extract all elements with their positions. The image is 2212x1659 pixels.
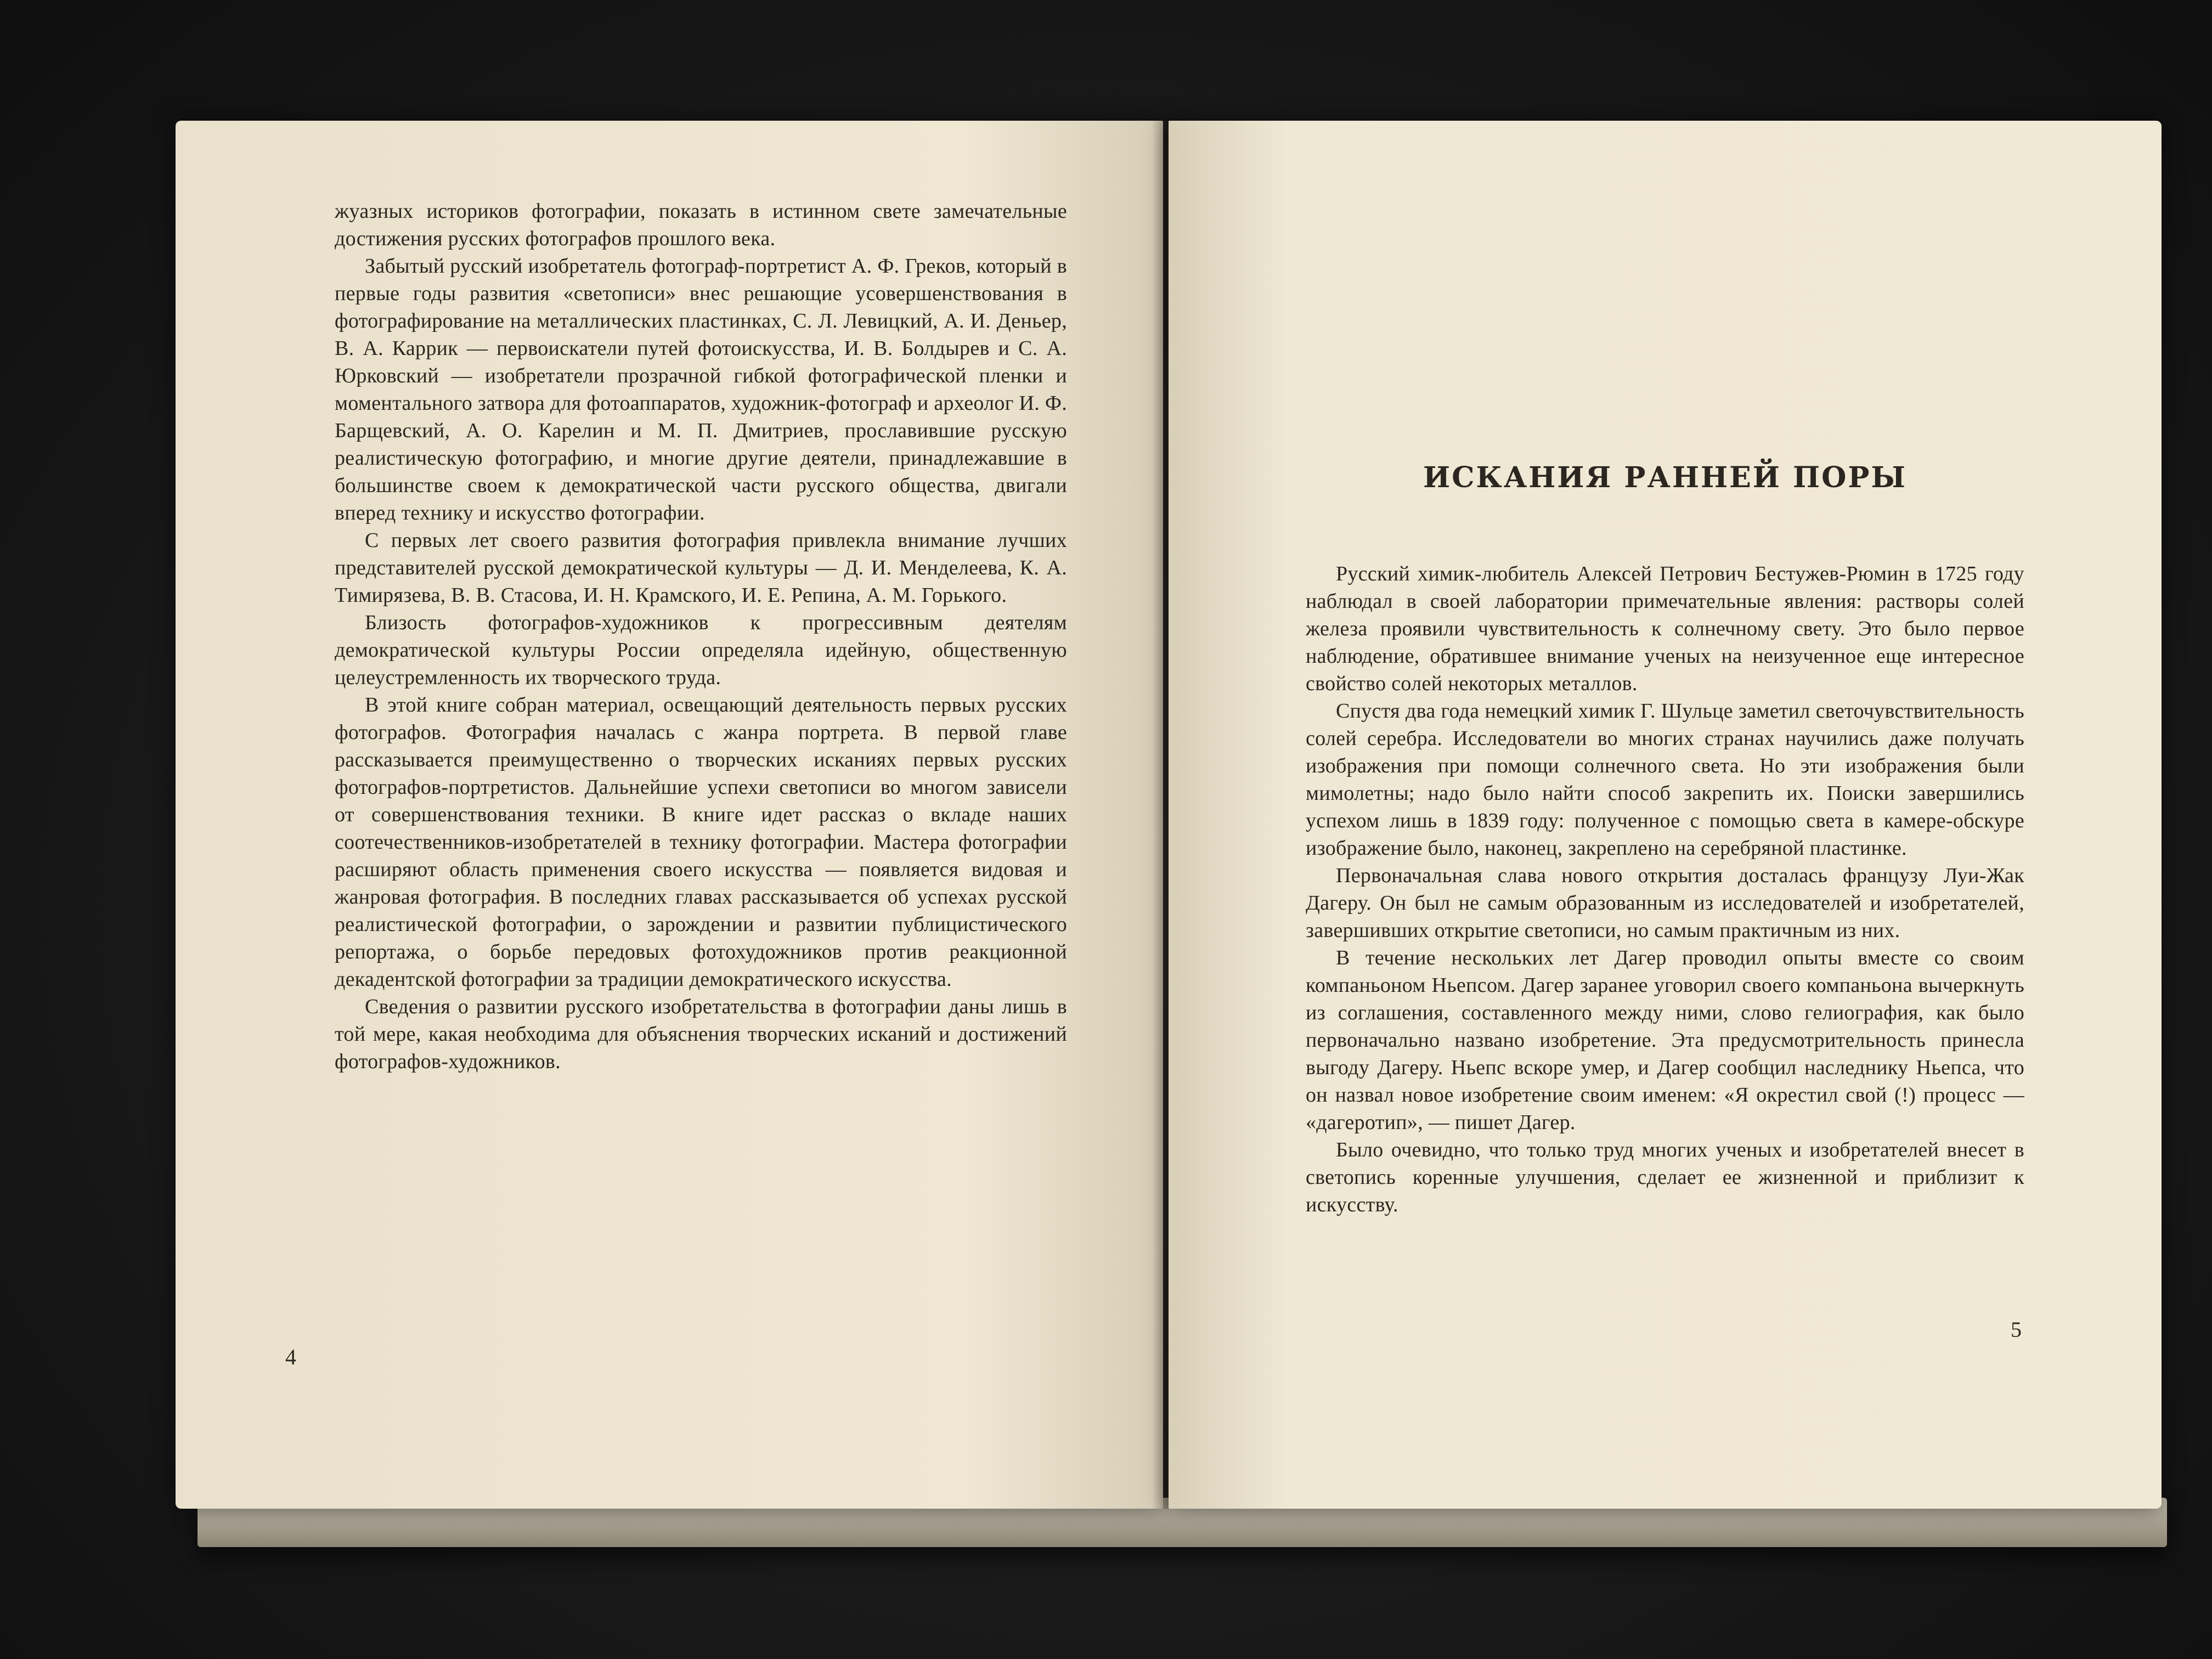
open-book (165, 121, 2194, 1558)
left-page-text (335, 198, 1067, 1075)
paragraph: Забытый русский изобретатель фотограф-портретист А. Ф. Греков, который в первые годы развития «светописи» внес решающие усовершенствования в фотографирование на металлических пластинках, С. Л. Левицкий, А. И. Деньер, В. А. Каррик — первоискатели путей фотоискусства, И. В. Болдырев и С. А. Юрковский — изобретатели прозрачной гибкой фотографической пленки и моментального затвора для фотоаппаратов, художник-фотограф и археолог И. Ф. Барщевский, А. О. Карелин и М. П. Дмитриев, прославившие русскую реалистическую фотографию, и многие другие деятели, принадлежавшие в большинстве своем к демократической части русского общества, двигали вперед технику и искусство фотографии. (335, 255, 1067, 524)
paragraph: Близость фотографов-художников к прогрессивным деятелям демократической культуры России определяла идейную, общественную целеустремленность их творческого труда. (335, 611, 1067, 689)
paragraph: В течение нескольких лет Дагер проводил опыты вместе со своим компаньоном Ньепсом. Дагер заранее уговорил своего компаньона вычеркнуть из соглашения, составленного между ними, слово гелиография, как было первоначально названо изобретение. Эта предусмотрительность принесла выгоду Дагеру. Ньепс вскоре умер, и Дагер сообщил наследнику Ньепса, что он назвал новое изобретение своим именем: «Я окрестил свой (!) процесс — «дагеротип», — пишет Дагер. (1306, 946, 2024, 1134)
right-page-text (1306, 560, 2024, 1218)
page-number: 5 (2011, 1317, 2022, 1342)
paragraph: Сведения о развитии русского изобретательства в фотографии даны лишь в той мере, какая необходима для объяснения творческих исканий и достижений фотографов-художников. (335, 995, 1067, 1073)
paragraph: Русский химик-любитель Алексей Петрович Бестужев-Рюмин в 1725 году наблюдал в своей лаборатории примечательные явления: растворы солей железа проявили чувствительность к солнечному свету. Это было первое наблюдение, обратившее внимание ученых на неизученное еще интересное свойство солей некоторых металлов. (1306, 562, 2024, 695)
left-page (176, 121, 1163, 1509)
paragraph: Первоначальная слава нового открытия досталась французу Луи-Жак Дагеру. Он был не самым образованным из исследователей и изобретателей, завершивших открытие светописи, но самым практичным из них. (1306, 864, 2024, 942)
paragraph: Спустя два года немецкий химик Г. Шульце заметил светочувствительность солей серебра. Исследователи во многих странах научились даже получать изображения при помощи солнечного света. Но эти изображения были мимолетны; надо было найти способ закрепить их. Поиски завершились успехом лишь в 1839 году: полученное с помощью света в камере-обскуре изображение было, наконец, закреплено на серебряной пластинке. (1306, 699, 2024, 860)
chapter-title: ИСКАНИЯ РАННЕЙ ПОРЫ (1423, 461, 1907, 494)
paragraph: С первых лет своего развития фотография привлекла внимание лучших представителей русской демократической культуры — Д. И. Менделеева, К. А. Тимирязева, В. В. Стасова, И. Н. Крамского, И. Е. Репина, А. М. Горького. (335, 529, 1067, 607)
paragraph: жуазных историков фотографии, показать в истинном свете замечательные достижения русских фотографов прошлого века. (335, 200, 1067, 250)
paragraph: Было очевидно, что только труд многих ученых и изобретателей внесет в светопись коренные улучшения, сделает ее жизненной и приблизит к искусству. (1306, 1138, 2024, 1216)
right-page (1169, 121, 2162, 1509)
paragraph: В этой книге собран материал, освещающий деятельность первых русских фотографов. Фотография началась с жанра портрета. В первой главе рассказывается преимущественно о творческих исканиях первых русских фотографов-портретистов. Дальнейшие успехи светописи во многом зависели от совершенствования техники. В книге идет рассказ о вкладе наших соотечественников-изобретателей в технику фотографии. Мастера фотографии расширяют область применения своего искусства — появляется видовая и жанровая фотография. В последних главах рассказывается об успехах русской реалистической фотографии, о зарождении и развитии публицистического репортажа, о борьбе передовых фотохудожников против реакционной декадентской фотографии за традиции демократического искусства. (335, 693, 1067, 991)
page-number: 4 (285, 1345, 296, 1369)
